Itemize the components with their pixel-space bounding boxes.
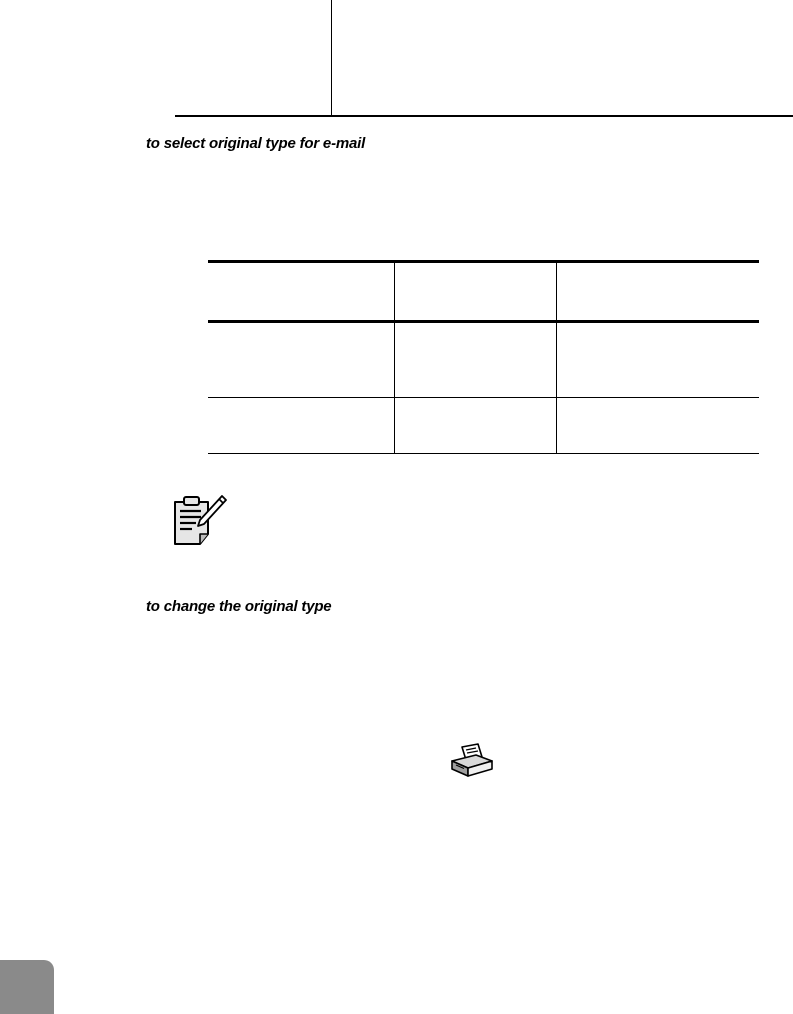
top-table-column-divider [331, 0, 332, 116]
table-column-divider [394, 262, 395, 454]
section-heading-select-email: to select original type for e-mail [146, 135, 366, 152]
top-partial-table [175, 0, 793, 117]
top-table-bottom-rule [175, 115, 793, 117]
page-number-tab [0, 960, 54, 1014]
table-header-rule [208, 320, 759, 323]
table-column-divider [556, 262, 557, 454]
table-bottom-rule [208, 453, 759, 454]
section-heading-change-type: to change the original type [146, 598, 332, 615]
table-top-rule [208, 260, 759, 263]
scan-to-device-icon [448, 743, 496, 779]
table-row-rule [208, 397, 759, 398]
note-clipboard-pencil-icon [170, 492, 230, 552]
original-type-table [208, 260, 759, 454]
